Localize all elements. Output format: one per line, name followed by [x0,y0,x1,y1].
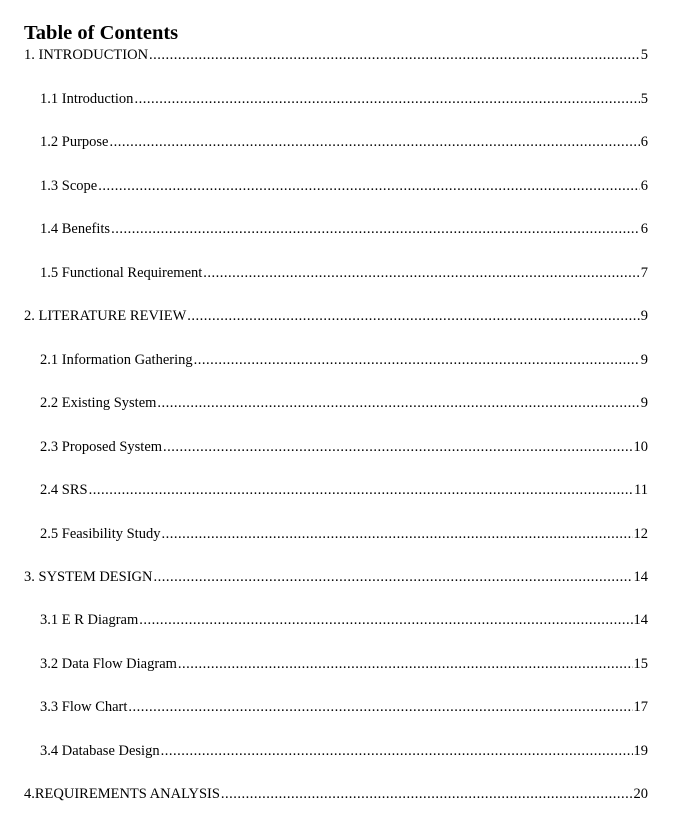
toc-dot-leader [161,741,633,761]
toc-page-number: 6 [640,178,648,194]
toc-dot-leader [187,306,639,326]
toc-entry-system-design[interactable] [24,567,648,587]
toc-page-number: 5 [640,91,648,107]
toc-dot-leader [154,567,633,587]
toc-entry-label: 1. INTRODUCTION [24,47,149,63]
toc-dot-leader [163,437,632,457]
toc-entry-label: 3.4 Database Design [40,743,160,759]
toc-entry-feasibility-study[interactable] [40,524,648,544]
toc-entry-purpose[interactable] [40,132,648,152]
toc-entry-label: 3.1 E R Diagram [40,612,139,628]
toc-entry-label: 1.5 Functional Requirement [40,265,203,281]
toc-dot-leader [149,45,640,65]
toc-page-number: 9 [640,395,648,411]
toc-page-number: 14 [633,612,648,628]
toc-entry-introduction[interactable] [24,45,648,65]
toc-entry-label: 3. SYSTEM DESIGN [24,569,153,585]
toc-entry-introduction-sub[interactable] [40,89,648,109]
toc-entry-label: 3.2 Data Flow Diagram [40,656,177,672]
toc-entry-flow-chart[interactable] [40,697,648,717]
toc-entry-literature-review[interactable] [24,306,648,326]
toc-dot-leader [98,176,640,196]
toc-entry-existing-system[interactable] [40,393,648,413]
toc-dot-leader [139,610,632,630]
toc-entry-label: 2.2 Existing System [40,395,157,411]
toc-page-number: 20 [633,786,648,802]
toc-dot-leader [161,524,632,544]
toc-dot-leader [178,654,633,674]
toc-entry-functional-requirement[interactable] [40,263,648,283]
toc-entry-label: 1.4 Benefits [40,221,111,237]
toc-entry-label: 2.3 Proposed System [40,439,163,455]
toc-dot-leader [128,697,632,717]
toc-dot-leader [109,132,639,152]
toc-dot-leader [89,480,633,500]
toc-entry-benefits[interactable] [40,219,648,239]
toc-dot-leader [194,350,640,370]
toc-entry-information-gathering[interactable] [40,350,648,370]
toc-entry-label: 4.REQUIREMENTS ANALYSIS [24,786,220,802]
toc-entry-requirements-analysis[interactable] [24,784,648,804]
toc-page-number: 7 [640,265,648,281]
toc-entry-er-diagram[interactable] [40,610,648,630]
toc-page-number: 6 [640,221,648,237]
toc-page-number: 11 [634,482,648,498]
toc-entry-srs[interactable] [40,480,648,500]
toc-page-number: 9 [640,352,648,368]
toc-entry-label: 2.4 SRS [40,482,88,498]
toc-page-number: 9 [640,308,648,324]
toc-entry-label: 2. LITERATURE REVIEW [24,308,187,324]
toc-entry-database-design[interactable] [40,741,648,761]
toc-page-number: 5 [640,47,648,63]
toc-entry-data-flow-diagram[interactable] [40,654,648,674]
toc-page-number: 19 [633,743,648,759]
toc-dot-leader [221,784,633,804]
toc-dot-leader [111,219,640,239]
toc-page-number: 17 [633,699,648,715]
toc-entry-label: 1.3 Scope [40,178,98,194]
toc-page-number: 14 [633,569,648,585]
toc-entry-proposed-system[interactable] [40,437,648,457]
toc-dot-leader [157,393,639,413]
toc-entry-label: 1.1 Introduction [40,91,134,107]
page-title: Table of Contents [24,22,179,44]
toc-entry-label: 3.3 Flow Chart [40,699,128,715]
toc-page-number: 12 [633,526,648,542]
toc-entry-label: 2.5 Feasibility Study [40,526,161,542]
toc-page-number: 15 [633,656,648,672]
toc-entry-scope[interactable] [40,176,648,196]
toc-entry-label: 1.2 Purpose [40,134,109,150]
toc-page-number: 10 [633,439,648,455]
toc-dot-leader [203,263,639,283]
toc-entry-label: 2.1 Information Gathering [40,352,193,368]
toc-dot-leader [134,89,639,109]
toc-page-number: 6 [640,134,648,150]
